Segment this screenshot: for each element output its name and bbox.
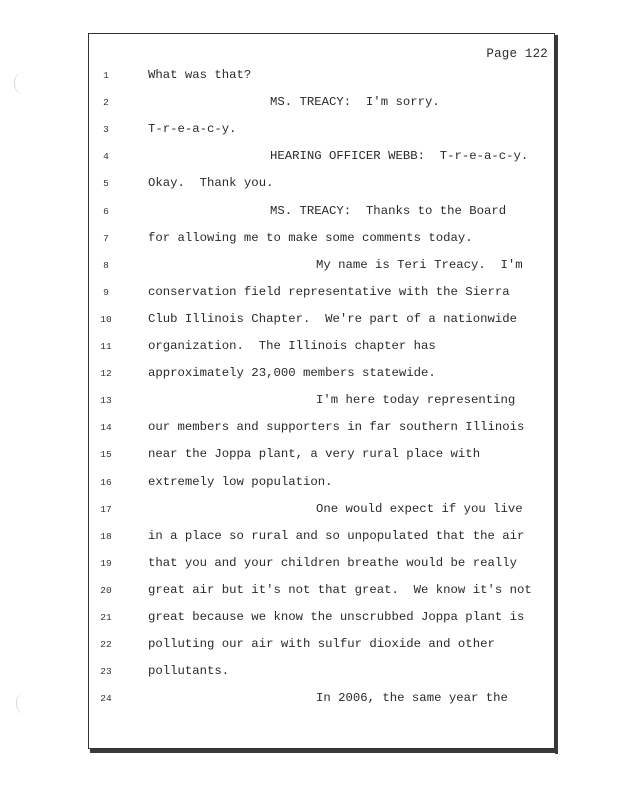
- transcript-line: [0, 637, 618, 655]
- transcript-line: [0, 556, 618, 574]
- line-text: conservation field representative with the Sierra: [148, 284, 510, 299]
- page-border-shadow-bottom: [90, 749, 558, 753]
- transcript-line: [0, 122, 618, 140]
- line-text: My name is Teri Treacy. I'm: [316, 257, 523, 272]
- line-number: 5: [103, 178, 109, 190]
- transcript-line: [0, 149, 618, 167]
- line-number: 18: [100, 530, 112, 542]
- line-number: 22: [100, 639, 112, 651]
- line-text: One would expect if you live: [316, 501, 523, 516]
- line-number: 14: [100, 422, 112, 434]
- line-text: that you and your children breathe would be really: [148, 555, 517, 570]
- transcript-line: [0, 664, 618, 682]
- line-text: Okay. Thank you.: [148, 176, 274, 191]
- line-number: 20: [100, 584, 112, 596]
- transcript-line: [0, 447, 618, 465]
- line-text: organization. The Illinois chapter has: [148, 339, 436, 353]
- transcript-line: [0, 68, 618, 86]
- transcript-line: [0, 691, 618, 709]
- line-text: in a place so rural and so unpopulated that the air: [148, 528, 525, 543]
- line-number: 24: [100, 693, 112, 705]
- transcript-line: [0, 502, 618, 520]
- line-number: 13: [100, 395, 112, 407]
- line-number: 8: [103, 259, 109, 271]
- line-number: 2: [103, 97, 109, 109]
- line-number: 10: [100, 313, 112, 325]
- line-number: 21: [100, 612, 112, 623]
- line-number: 9: [103, 286, 109, 298]
- line-number: 17: [100, 503, 112, 515]
- line-number: 3: [103, 124, 109, 136]
- line-text: T-r-e-a-c-y.: [148, 122, 237, 137]
- line-text: for allowing me to make some comments today.: [148, 230, 473, 245]
- line-text: great because we know the unscrubbed Joppa plant is: [148, 610, 525, 624]
- line-text: great air but it's not that great. We know it's not: [148, 582, 532, 597]
- transcript-line: [0, 176, 618, 194]
- line-text: Club Illinois Chapter. We're part of a nationwide: [148, 311, 517, 326]
- transcript-line: [0, 231, 618, 249]
- transcript-line: [0, 393, 618, 411]
- line-text: extremely low population.: [148, 474, 333, 489]
- line-number: 16: [100, 476, 112, 488]
- line-text: What was that?: [148, 68, 252, 82]
- line-text: I'm here today representing: [316, 393, 516, 408]
- line-number: 4: [103, 151, 109, 163]
- transcript-line: [0, 285, 618, 303]
- line-number: 6: [103, 205, 109, 217]
- transcript-line: [0, 258, 618, 276]
- transcript-line: [0, 312, 618, 330]
- line-text: MS. TREACY: I'm sorry.: [270, 95, 440, 110]
- line-text: our members and supporters in far southern Illinois: [148, 420, 525, 435]
- line-text: pollutants.: [148, 664, 230, 679]
- line-number: 15: [100, 449, 112, 461]
- transcript-line: [0, 204, 618, 222]
- transcript-line: [0, 529, 618, 547]
- line-text: polluting our air with sulfur dioxide and other: [148, 637, 495, 652]
- line-text: near the Joppa plant, a very rural place with: [148, 447, 481, 462]
- transcript-line: [0, 366, 618, 384]
- line-number: 23: [100, 666, 112, 678]
- line-text: approximately 23,000 members statewide.: [148, 366, 436, 381]
- line-number: 1: [103, 70, 109, 81]
- line-text: HEARING OFFICER WEBB: T-r-e-a-c-y.: [270, 149, 529, 164]
- line-text: MS. TREACY: Thanks to the Board: [270, 203, 507, 218]
- transcript-line: [0, 339, 618, 357]
- line-number: 11: [100, 341, 112, 352]
- line-number: 12: [100, 368, 112, 380]
- transcript-line: [0, 610, 618, 628]
- transcript-line: [0, 475, 618, 493]
- line-number: 19: [100, 557, 112, 569]
- transcript-line: [0, 583, 618, 601]
- line-text: In 2006, the same year the: [316, 691, 508, 706]
- page-number: Page 122: [486, 47, 548, 61]
- transcript-line: [0, 420, 618, 438]
- line-number: 7: [103, 232, 109, 244]
- transcript-line: [0, 95, 618, 113]
